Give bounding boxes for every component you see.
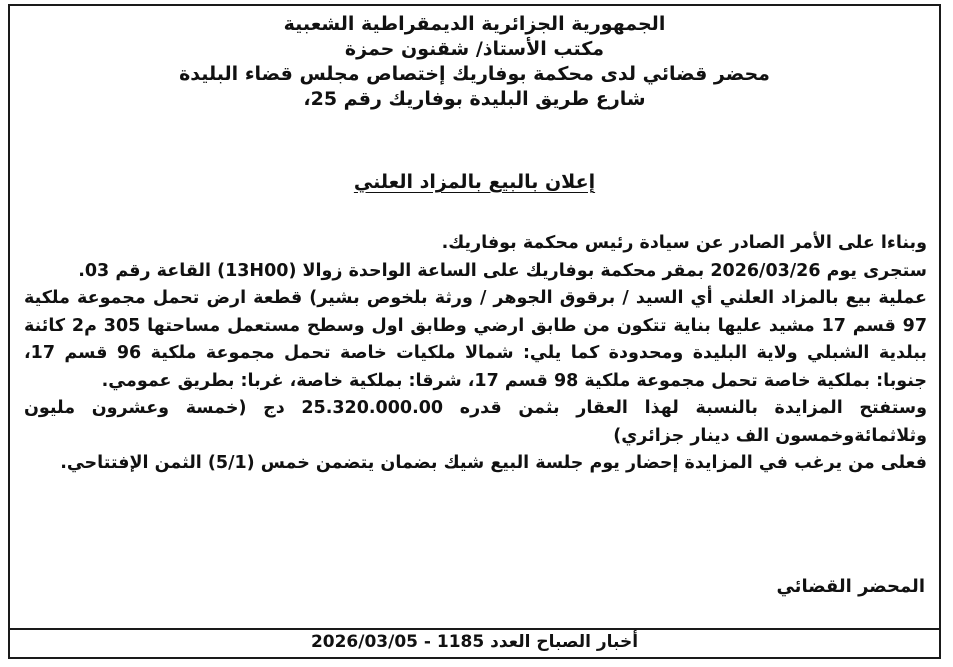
body-paragraph-guarantee: فعلى من يرغب في المزايدة إحضار يوم جلسة البيع شيك بضمان يتضمن خمس (5/1) الثمن الإفتتاحي.: [60, 453, 927, 473]
header-bailiff: محضر قضائي لدى محكمة بوفاريك إختصاص مجلس قضاء البليدة: [179, 63, 770, 85]
body-paragraph-property: عملية بيع بالمزاد العلني أي السيد / برقوق الجوهر / ورثة بلخوص بشير) قطعة ارض تحمل مجموعة ملكية 97 قسم 17 مشيد عليها بناية تتكون من طابق ارضي وطابق اول وسطح مستعمل مساحتها 305 م2 كائنة ببلدية الشبلي ولاية البليدة ومحدودة كما يلي: شمالا ملكيات خاصة تحمل مجموعة ملكية 96 قسم 17، جنوبا: بملكية خاصة تحمل مجموعة ملكية 98 قسم 17، شرقا: بملكية خاصة، غربا: بطريق عمومي.: [24, 288, 927, 391]
header-address: شارع طريق البليدة بوفاريك رقم 25،: [303, 88, 646, 110]
announcement-body: [24, 230, 927, 478]
footer-divider: [10, 628, 939, 630]
header-republic: الجمهورية الجزائرية الديمقراطية الشعبية: [283, 13, 666, 35]
body-paragraph-date: ستجرى يوم 2026/03/26 بمقر محكمة بوفاريك على الساعة الواحدة زوالا (13H00) القاعة رقم 03.: [78, 260, 927, 281]
footer-publication: أخبار الصباح العدد 1185 - 2026/03/05: [310, 632, 639, 652]
body-paragraph-order: وبناءا على الأمر الصادر عن سيادة رئيس محكمة بوفاريك.: [441, 233, 927, 253]
header-office: مكتب الأستاذ/ شقنون حمزة: [344, 38, 605, 60]
announcement-title-text: إعلان بالبيع بالمزاد العلني: [353, 171, 596, 193]
announcement-frame: [8, 4, 941, 659]
announcement-title: [10, 171, 939, 193]
header: [10, 12, 939, 112]
signature: المحضر القضائي: [776, 576, 925, 597]
body-paragraph-price: وستفتح المزايدة بالنسبة لهذا العقار بثمن قدره 25.320.000.00 دج (خمسة وعشرون مليون وثلاثمائةوخمسون الف دينار جزائري): [24, 398, 927, 446]
